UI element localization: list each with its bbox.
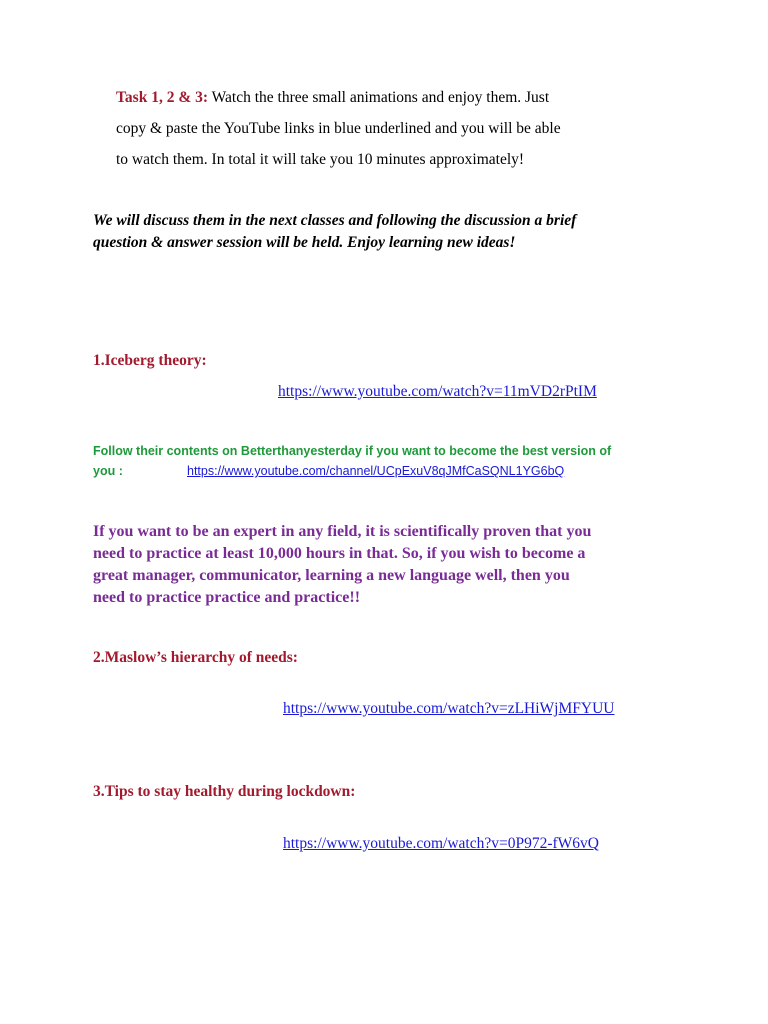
expert-line-2: need to practice at least 10,000 hours in that. So, if you wish to become a [93, 545, 586, 562]
expert-line-3: great manager, communicator, learning a new language well, then you [93, 567, 570, 584]
task-label: Task 1, 2 & 3: [116, 89, 209, 106]
discussion-line-1: We will discuss them in the next classes and following the discussion a brief [93, 212, 577, 229]
intro-line-3: to watch them. In total it will take you 10 minutes approximately! [116, 151, 525, 168]
expert-line-1: If you want to be an expert in any field, it is scientifically proven that you [93, 523, 592, 540]
expert-line-4: need to practice practice and practice!! [93, 589, 361, 606]
follow-line-2: you : [93, 464, 123, 478]
section-heading-lockdown: 3.Tips to stay healthy during lockdown: [93, 783, 356, 800]
follow-line-1: Follow their contents on Betterthanyesterday if you want to become the best version of [93, 444, 612, 458]
intro-text-1: Watch the three small animations and enjoy them. Just [208, 89, 550, 106]
section-heading-iceberg: 1.Iceberg theory: [93, 352, 207, 369]
section-heading-maslow: 2.Maslow’s hierarchy of needs: [93, 649, 298, 666]
intro-line-1 [116, 82, 549, 113]
lockdown-video-link[interactable]: https://www.youtube.com/watch?v=0P972-fW6vQ [283, 835, 599, 852]
discussion-line-2: question & answer session will be held. Enjoy learning new ideas! [93, 234, 516, 251]
iceberg-video-link[interactable]: https://www.youtube.com/watch?v=11mVD2rPtIM [278, 383, 597, 400]
maslow-video-link[interactable]: https://www.youtube.com/watch?v=zLHiWjMFYUU [283, 700, 615, 717]
channel-link[interactable]: https://www.youtube.com/channel/UCpExuV8qJMfCaSQNL1YG6bQ [187, 464, 565, 478]
intro-line-2: copy & paste the YouTube links in blue underlined and you will be able [116, 120, 561, 137]
